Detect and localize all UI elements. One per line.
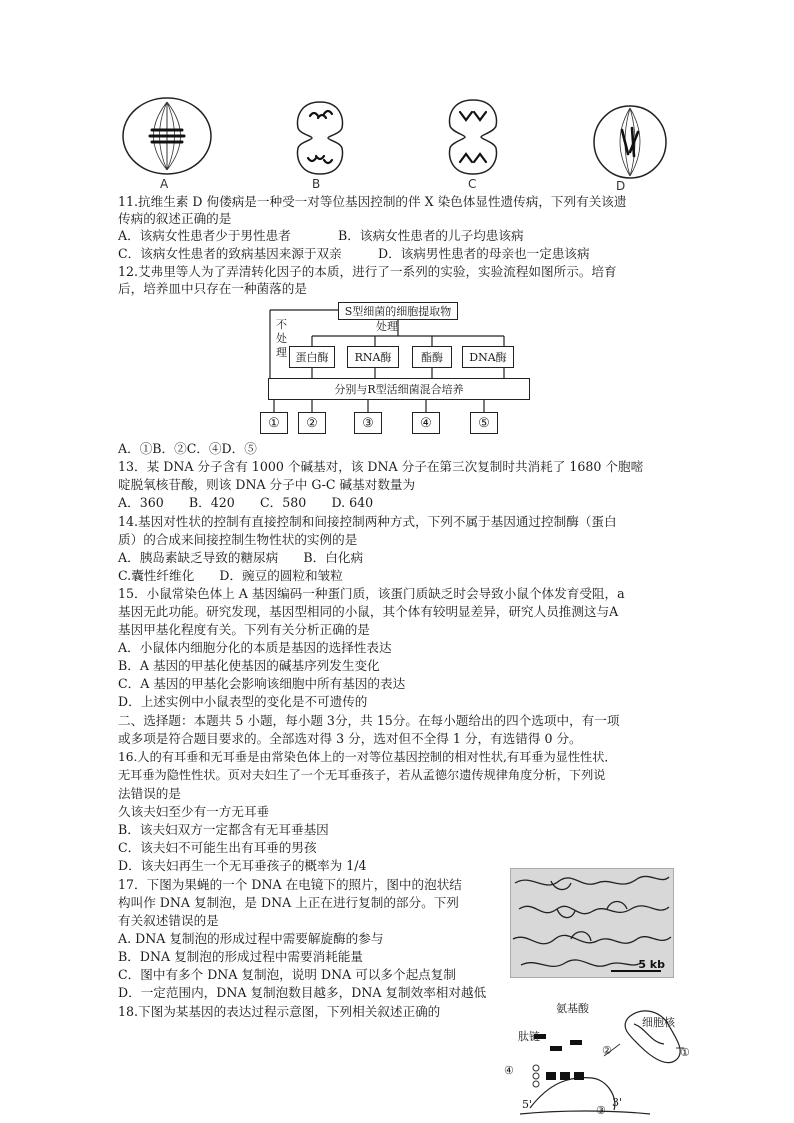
- q16-stem-line2: 无耳垂为隐性性状。页对夫妇生了一个无耳垂孩子，若从孟德尔遗传规律角度分析，下列说: [118, 768, 606, 782]
- q16-stem-line1: 16.人的有耳垂和无耳垂是由常染色体上的一对等位基因控制的相对性状,有耳垂为显性性状．: [118, 750, 617, 764]
- q17-option-b: B．DNA 复制泡的形成过程中需要消耗能量: [118, 949, 363, 964]
- q16-option-b: B．该夫妇双方一定都含有无耳垂基因: [118, 822, 329, 837]
- q15-option-a: A．小鼠体内细胞分化的本质是基因的选择性表达: [118, 640, 392, 655]
- q18-label-peptide: 肽链: [518, 1030, 540, 1043]
- q17-option-d: D．一定范围内，DNA 复制泡数目越多，DNA 复制效率相对越低: [118, 985, 487, 1000]
- cell-label-b: B: [312, 177, 321, 191]
- q13-options: A．360 B．420 C．580 D. 640: [118, 495, 374, 510]
- q17-stem-line2: 构叫作 DNA 复制泡，是 DNA 上正在进行复制的部分。下列: [118, 895, 459, 910]
- flow-dish-3: ③: [354, 412, 382, 434]
- section2-line1: 二、选择题：本题共 5 小题，每小题 3分，共 15分。在每小题给出的四个选项中，有一项: [118, 713, 620, 728]
- q17-dna-micrograph: [510, 868, 674, 978]
- q11-option-c: C．该病女性患者的致病基因来源于双亲: [118, 246, 342, 261]
- q18-label-3: ③: [596, 1104, 606, 1117]
- flow-dish-1: ①: [260, 412, 288, 434]
- q12-options: A．①B．②C．④D．⑤: [118, 441, 257, 456]
- q15-stem-line1: 15．小鼠常染色体上 A 基因编码一种蛋门质，该蛋门质缺乏时会导致小鼠个体发育受阻，a: [118, 586, 625, 601]
- q11-stem-line2: 传病的叙述正确的是: [118, 211, 232, 226]
- q12-stem-line2: 后，培养皿中只存在一种菌落的是: [118, 281, 307, 296]
- flow-enzyme-rnase: RNA酶: [347, 346, 399, 368]
- flow-enzyme-esterase: 酯酶: [412, 346, 452, 368]
- flow-no-treat-2: 处: [276, 332, 287, 345]
- flow-enzyme-protease: 蛋白酶: [289, 346, 335, 368]
- q14-stem-line1: 14.基因对性状的控制有直接控制和间接控制两种方式，下列不属于基因通过控制酶（蛋白: [118, 514, 617, 529]
- q14-options-ab: A．胰岛素缺乏导致的糖尿病 B．白化病: [118, 550, 364, 565]
- cell-label-a: A: [160, 177, 169, 191]
- q17-scale-label: 5 kb: [638, 958, 665, 971]
- flow-no-treat-1: 不: [276, 318, 287, 331]
- q17-option-c: C．图中有多个 DNA 复制泡，说明 DNA 可以多个起点复制: [118, 967, 456, 982]
- cell-label-c: C: [468, 177, 477, 191]
- q15-option-d: D．上述实例中小鼠表型的变化是不可遗传的: [118, 694, 368, 709]
- q18-stem: 18.下图为某基因的表达过程示意图，下列相关叙述正确的: [118, 1004, 441, 1019]
- cell-label-d: D: [616, 179, 626, 193]
- section2-line2: 或多项是符合题目要求的。全部选对得 3 分，选对但不全得 1 分，有选错得 0 分。: [118, 731, 582, 746]
- q15-option-c: C．A 基因的甲基化会影响该细胞中所有基因的表达: [118, 676, 406, 691]
- flow-mix-box: 分别与R型活细菌混合培养: [268, 378, 530, 400]
- flow-enzyme-dnase: DNA酶: [462, 346, 514, 368]
- flow-dish-5: ⑤: [470, 412, 498, 434]
- q11-option-d: D．该病男性患者的母亲也一定患该病: [378, 246, 590, 261]
- cell-figure-b: [292, 98, 348, 178]
- q16-option-d: D．该夫妇再生一个无耳垂孩子的概率为 1/4: [118, 858, 367, 873]
- q18-label-amino-acid: 氨基酸: [556, 1002, 589, 1015]
- q15-stem-line2: 基因无此功能。研究发现，基因型相同的小鼠，其个体有较明显差异，研究人员推测这与A: [118, 604, 619, 619]
- q15-stem-line3: 基因甲基化程度有关。下列有关分析正确的是: [118, 622, 370, 637]
- q18-label-5prime: 5': [522, 1098, 533, 1111]
- flow-dish-4: ④: [412, 412, 440, 434]
- flow-top-box: S型细菌的细胞提取物: [338, 302, 458, 320]
- q14-stem-line2: 质）的合成来间接控制生物性状的实例的是: [118, 532, 358, 547]
- q16-option-a: 久该夫妇至少有一方无耳垂: [118, 804, 270, 819]
- q16-stem-line3: 法错误的是: [118, 786, 181, 801]
- flow-dish-2: ②: [298, 412, 326, 434]
- q18-label-2: ②: [602, 1044, 612, 1057]
- cell-figure-d: [592, 104, 668, 180]
- q17-stem-line1: 17．下图为果蝇的一个 DNA 在电镜下的照片，图中的泡状结: [118, 877, 462, 892]
- q11-option-a: A．该病女性患者少于男性患者: [118, 228, 291, 243]
- q11-option-b: B．该病女性患者的儿子均患该病: [338, 228, 524, 243]
- q13-stem-line2: 啶脱氧核苷酸，则该 DNA 分子中 G-C 碱基对数量为: [118, 477, 416, 492]
- q18-label-nucleus: 细胞核: [642, 1016, 675, 1029]
- q17-option-a: A. DNA 复制泡的形成过程中需要解旋酶的参与: [118, 931, 384, 946]
- q18-label-4: ④: [504, 1064, 514, 1077]
- q15-option-b: B．A 基因的甲基化使基因的碱基序列发生变化: [118, 658, 380, 673]
- q18-label-3prime: 3': [612, 1096, 623, 1109]
- flow-treat-label: 处理: [376, 320, 398, 333]
- flow-no-treat-3: 理: [276, 346, 287, 359]
- q11-stem-line1: 11.抗维生素 D 佝偻病是一种受一对等位基因控制的伴 X 染色体显性遗传病，下列有关该遗: [118, 194, 627, 209]
- cell-figure-c: [444, 96, 502, 178]
- q18-label-1: ①: [680, 1046, 690, 1059]
- q11-options-ab: [118, 227, 678, 244]
- q16-option-c: C．该夫妇不可能生出有耳垂的男孩: [118, 840, 317, 855]
- cell-figure-a: [120, 96, 214, 180]
- q12-stem-line1: 12.艾弗里等人为了弄清转化因子的本质，进行了一系列的实验，实验流程如图所示。培育: [118, 264, 617, 279]
- q11-options-cd: [118, 245, 678, 262]
- q14-options-cd: C.囊性纤维化 D．豌豆的圆粒和皱粒: [118, 568, 343, 583]
- q13-stem-line1: 13．某 DNA 分子含有 1000 个碱基对，该 DNA 分子在第三次复制时共消耗了 1680 个胞嘧: [118, 459, 644, 474]
- q17-stem-line3: 有关叙述错误的是: [118, 913, 219, 928]
